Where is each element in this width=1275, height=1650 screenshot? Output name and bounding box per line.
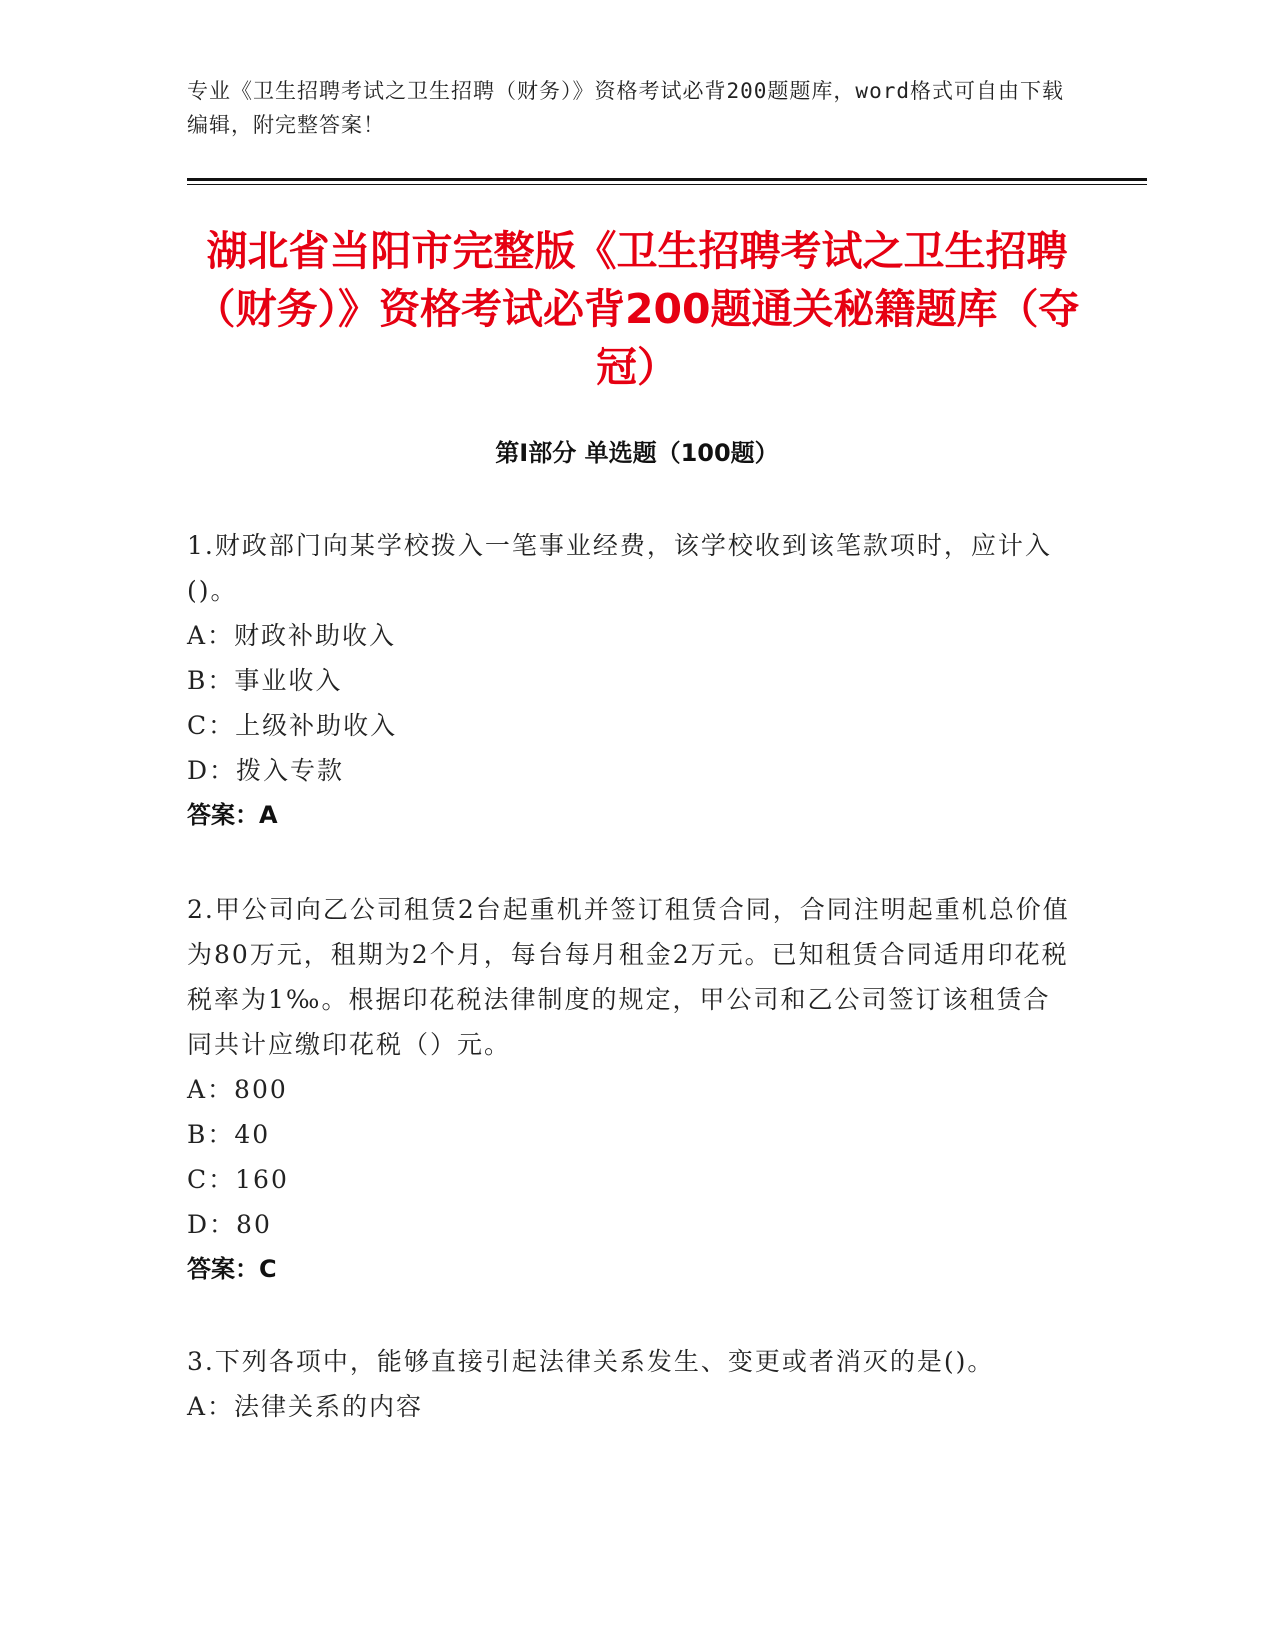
question-1 (187, 523, 1077, 838)
header-divider-thin (187, 184, 1147, 185)
header-note: 专业《卫生招聘考试之卫生招聘（财务）》资格考试必背200题题库，word格式可自由下载编辑，附完整答案！ (187, 79, 1064, 137)
option-d: D：80 (187, 1210, 272, 1239)
option-b: B：40 (187, 1120, 271, 1149)
option-a: A：800 (187, 1075, 288, 1104)
question-3 (187, 1339, 1077, 1429)
header-divider-thick (187, 178, 1147, 181)
option-d: D：拨入专款 (187, 756, 345, 785)
question-stem: 1.财政部门向某学校拨入一笔事业经费，该学校收到该笔款项时，应计入()。 (187, 531, 1052, 605)
answer: 答案：C (187, 1255, 277, 1283)
option-c: C：上级补助收入 (187, 711, 398, 740)
option-b: B：事业收入 (187, 666, 343, 695)
question-2 (187, 887, 1077, 1292)
question-stem: 3.下列各项中，能够直接引起法律关系发生、变更或者消灭的是()。 (187, 1347, 995, 1376)
option-c: C：160 (187, 1165, 289, 1194)
question-stem: 2.甲公司向乙公司租赁2台起重机并签订租赁合同，合同注明起重机总价值为80万元，租期为2个月，每台每月租金2万元。已知租赁合同适用印花税税率为1‰。根据印花税法律制度的规定，甲公司和乙公司签订该租赁合同共计应缴印花税（）元。 (187, 895, 1070, 1059)
option-a: A：财政补助收入 (187, 621, 397, 650)
option-a: A：法律关系的内容 (187, 1392, 424, 1421)
section-title: 第Ⅰ部分 单选题（100题） (495, 439, 779, 467)
document-title: 湖北省当阳市完整版《卫生招聘考试之卫生招聘（财务）》资格考试必背200题通关秘籍题库（夺冠） (194, 227, 1080, 391)
answer: 答案：A (187, 801, 278, 829)
